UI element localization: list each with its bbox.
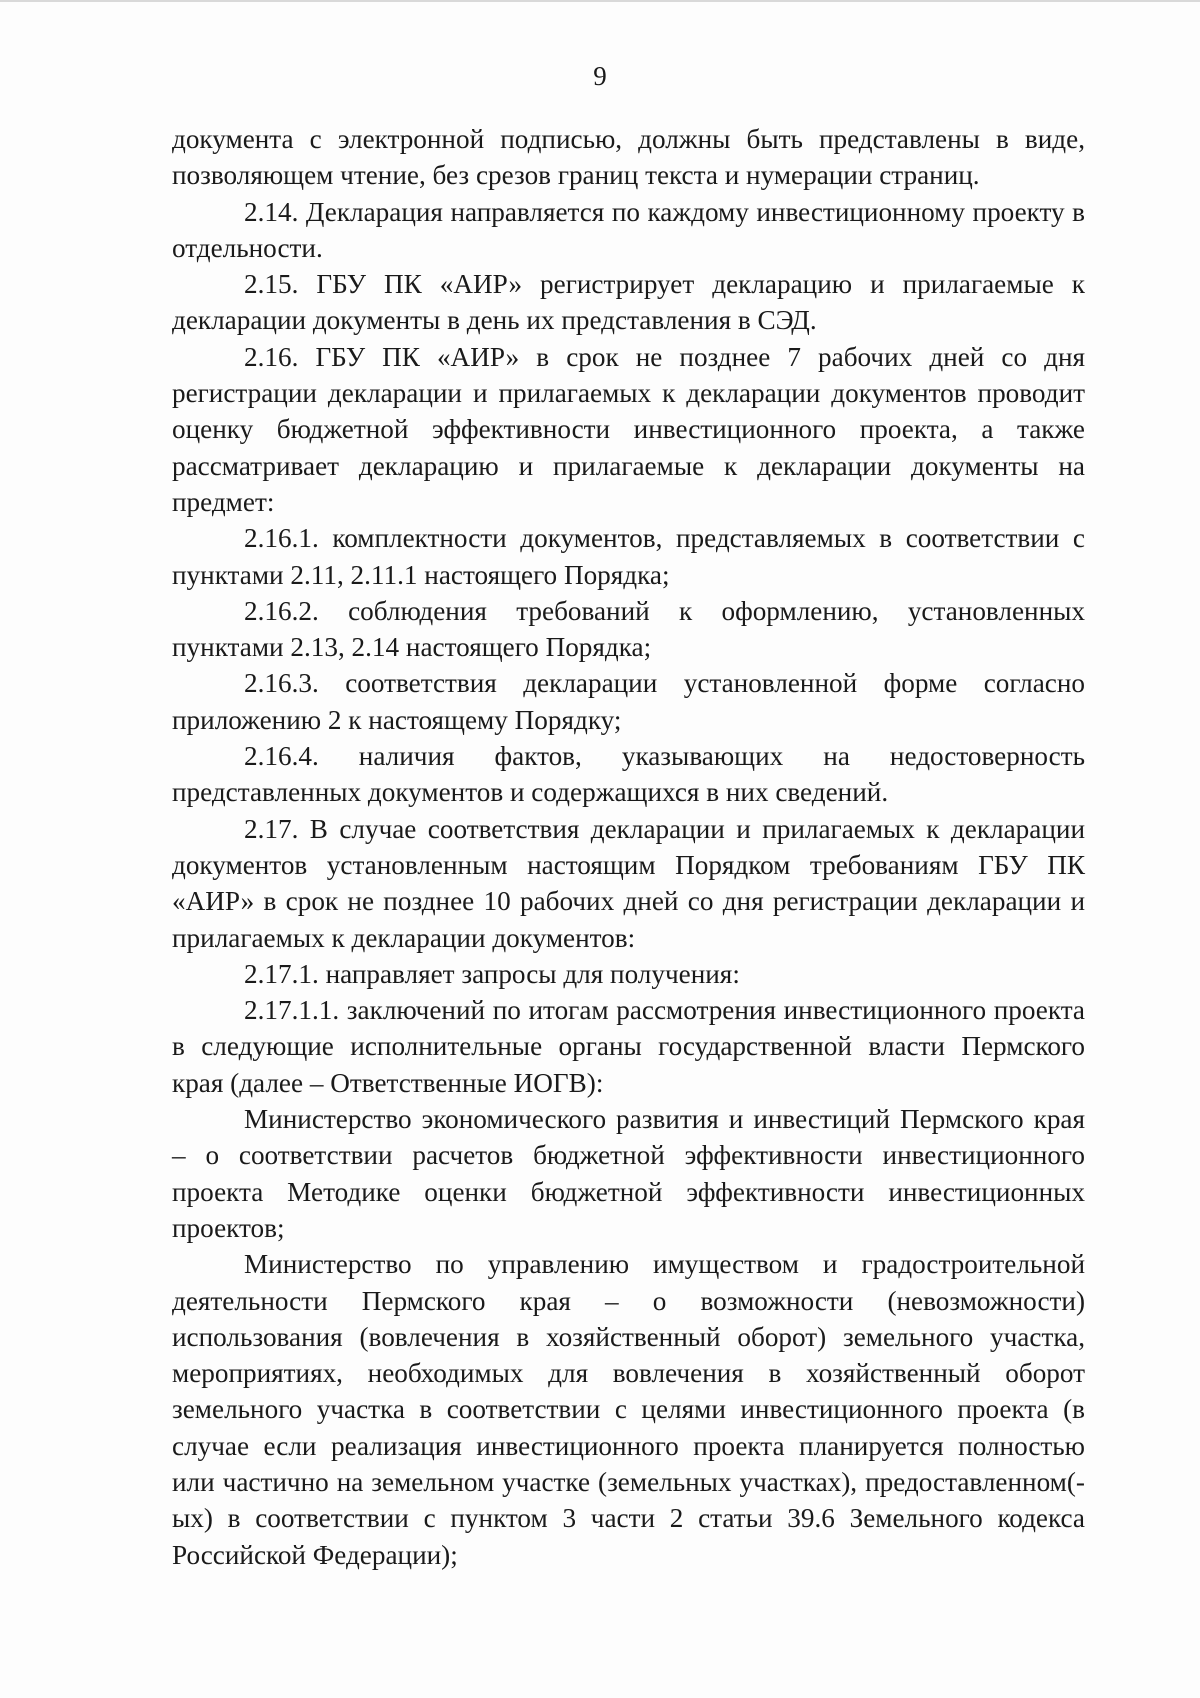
paragraph-2-16-3: 2.16.3. соответствия декларации установленной форме согласно приложению 2 к настоящему Порядку; [172, 668, 1085, 735]
paragraph-2-16-1: 2.16.1. комплектности документов, представляемых в соответствии с пунктами 2.11, 2.11.1 настоящего Порядка; [172, 523, 1085, 590]
document-body [172, 121, 1085, 1573]
paragraph-continuation: документа с электронной подписью, должны быть представлены в виде, позволяющем чтение, без срезов границ текста и нумерации страниц. [172, 124, 1085, 191]
paragraph-2-17: 2.17. В случае соответствия декларации и прилагаемых к декларации документов установленным настоящим Порядком требованиям ГБУ ПК «АИР» в срок не позднее 10 рабочих дней со дня регистрации декларации и прилагаемых к декларации документов: [172, 813, 1085, 953]
paragraph-ministry-economy: Министерство экономического развития и инвестиций Пермского края – о соответствии расчетов бюджетной эффективности инвестиционного проекта Методике оценки бюджетной эффективности инвестиционных проектов; [172, 1104, 1085, 1243]
paragraph-2-16-2: 2.16.2. соблюдения требований к оформлению, установленных пунктами 2.13, 2.14 настоящего Порядка; [172, 595, 1085, 663]
paragraph-2-17-1: 2.17.1. направляет запросы для получения: [244, 958, 740, 989]
paragraph-2-17-1-1: 2.17.1.1. заключений по итогам рассмотрения инвестиционного проекта в следующие исполнительные органы государственной власти Пермского края (далее – Ответственные ИОГВ): [172, 995, 1085, 1098]
paragraph-2-16-4: 2.16.4. наличия фактов, указывающих на недостоверность представленных документов и содержащихся в них сведений. [172, 741, 1085, 808]
paragraph-2-14: 2.14. Декларация направляется по каждому инвестиционному проекту в отдельности. [172, 196, 1085, 263]
paragraph-ministry-property: Министерство по управлению имуществом и градостроительной деятельности Пермского края – о возможности (невозможности) использования (вовлечения в хозяйственный оборот) земельного участка, мероприятиях, необходимых для вовлечения в хозяйственный оборот земельного участка в соответствии с целями инвестиционного проекта (в случае если реализация инвестиционного проекта планируется полностью или частично на земельном участке (земельных участках), предоставленном(-ых) в соответствии с пунктом 3 части 2 статьи 39.6 Земельного кодекса Российской Федерации); [172, 1249, 1085, 1570]
paragraph-2-15: 2.15. ГБУ ПК «АИР» регистрирует декларацию и прилагаемые к декларации документы в день их представления в СЭД. [172, 269, 1085, 336]
page-top-edge [0, 0, 1200, 2]
page-number: 9 [593, 61, 607, 91]
paragraph-2-16: 2.16. ГБУ ПК «АИР» в срок не позднее 7 рабочих дней со дня регистрации декларации и прилагаемых к декларации документов проводит оценку бюджетной эффективности инвестиционного проекта, а также рассматривает декларацию и прилагаемые к декларации документы на предмет: [172, 341, 1085, 517]
